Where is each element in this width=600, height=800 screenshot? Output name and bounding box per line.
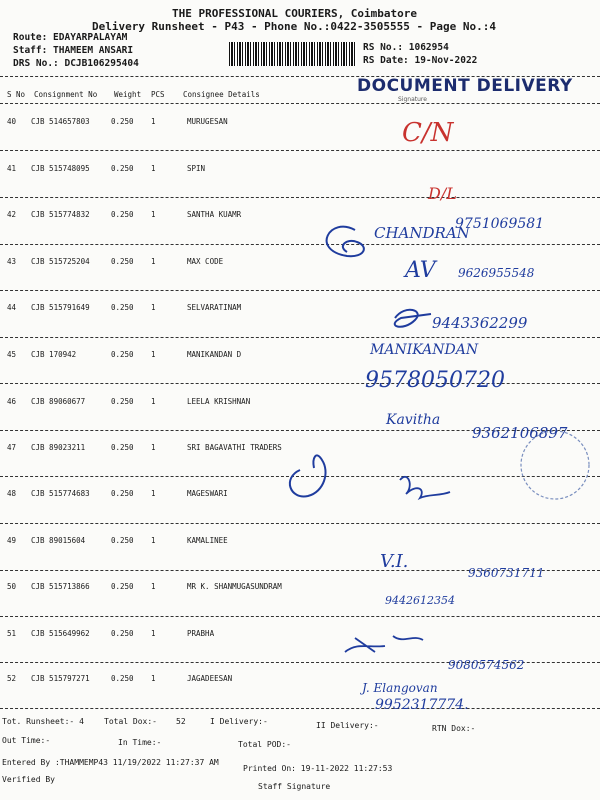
tot-runsheet: Tot. Runsheet:- 4 [2, 717, 84, 726]
handwriting-phone: 9443362299 [432, 314, 528, 332]
runsheet-subtitle: Delivery Runsheet - P43 - Phone No.:0422-3505555 - Page No.:4 [92, 20, 496, 33]
table-row: 44 CJB 515791649 0.250 1 SELVARATINAM [7, 303, 242, 312]
handwriting-name: V.I. [380, 551, 409, 572]
handwriting-phone: 9080574562 [448, 658, 525, 672]
handwriting-phone: 9751069581 [455, 216, 545, 232]
handwriting-phone: 9442612354 [385, 594, 455, 607]
rs-number: RS No.: 1062954 [363, 42, 449, 53]
handwriting-name: CHANDRAN [374, 224, 470, 242]
printed-on: Printed On: 19-11-2022 11:27:53 [243, 764, 393, 773]
col-consignment: Consignment No [34, 90, 98, 99]
handwriting-phone: 9626955548 [458, 266, 535, 280]
table-row: 41 CJB 515748095 0.250 1 SPIN [7, 164, 206, 173]
document-delivery-stamp: DOCUMENT DELIVERY [357, 76, 573, 96]
staff-label: Staff: THAMEEM ANSARI [13, 45, 134, 56]
handwriting-dl: D/L [428, 184, 457, 203]
col-sno: S No [7, 90, 26, 99]
total-pod: Total POD:- [238, 740, 291, 749]
handwriting-phone: 9360731711 [468, 566, 545, 580]
handwriting-initials: AV [405, 258, 436, 283]
drs-number: DRS No.: DCJB106295404 [13, 58, 139, 69]
ii-delivery: II Delivery:- [316, 721, 379, 730]
in-time: In Time:- [118, 738, 162, 747]
handwriting-phone: 9578050720 [365, 368, 505, 393]
staff-signature: Staff Signature [258, 782, 331, 791]
col-consignee: Consignee Details [183, 90, 260, 99]
table-row: 51 CJB 515649962 0.250 1 PRABHA [7, 629, 215, 638]
total-dox-value: 52 [176, 717, 186, 726]
rs-date: RS Date: 19-Nov-2022 [363, 55, 478, 66]
i-delivery: I Delivery:- [210, 717, 268, 726]
handwriting-cn: C/N [402, 118, 454, 148]
table-row: 40 CJB 514657803 0.250 1 MURUGESAN [7, 117, 228, 126]
handwriting-name: Kavitha [386, 412, 441, 428]
handwriting-name: MANIKANDAN [370, 342, 479, 358]
signature-mark [400, 477, 450, 498]
table-row: 52 CJB 515797271 0.250 1 JAGADEESAN [7, 674, 233, 683]
table-row: 43 CJB 515725204 0.250 1 MAX CODE [7, 257, 224, 266]
table-row: 49 CJB 89015604 0.250 1 KAMALINEE [7, 536, 228, 545]
table-row: 50 CJB 515713866 0.250 1 MR K. SHANMUGASUNDRAM [7, 582, 282, 591]
handwriting-phone: 9952317774. [375, 697, 469, 713]
total-dox-label: Total Dox:- [104, 717, 157, 726]
signature-mark [395, 310, 431, 327]
handwriting-phone: 9362106897 [472, 424, 568, 442]
table-row: 46 CJB 89060677 0.250 1 LEELA KRISHNAN [7, 397, 251, 406]
table-row: 48 CJB 515774683 0.250 1 MAGESWARI [7, 489, 228, 498]
table-row: 47 CJB 89023211 0.250 1 SRI BAGAVATHI TRADERS [7, 443, 282, 452]
col-weight: Weight [114, 90, 142, 99]
out-time: Out Time:- [2, 736, 51, 745]
entered-by: Entered By :THAMMEMP43 11/19/2022 11:27:37 AM [2, 758, 219, 767]
col-pcs: PCS [151, 90, 165, 99]
company-title: THE PROFESSIONAL COURIERS, Coimbatore [172, 7, 418, 20]
rtn-dox: RTN Dox:- [432, 724, 476, 733]
signature-mark [290, 455, 326, 496]
col-signature: Signature [398, 96, 427, 103]
table-row: 45 CJB 170942 0.250 1 MANIKANDAN D [7, 350, 242, 359]
route-label: Route: EDAYARPALAYAM [13, 32, 128, 43]
verified-by: Verified By [2, 775, 55, 784]
handwriting-name: J. Elangovan [362, 681, 438, 695]
table-row: 42 CJB 515774832 0.250 1 SANTHA KUAMR [7, 210, 242, 219]
signature-mark [345, 636, 423, 652]
signature-mark [327, 227, 364, 257]
